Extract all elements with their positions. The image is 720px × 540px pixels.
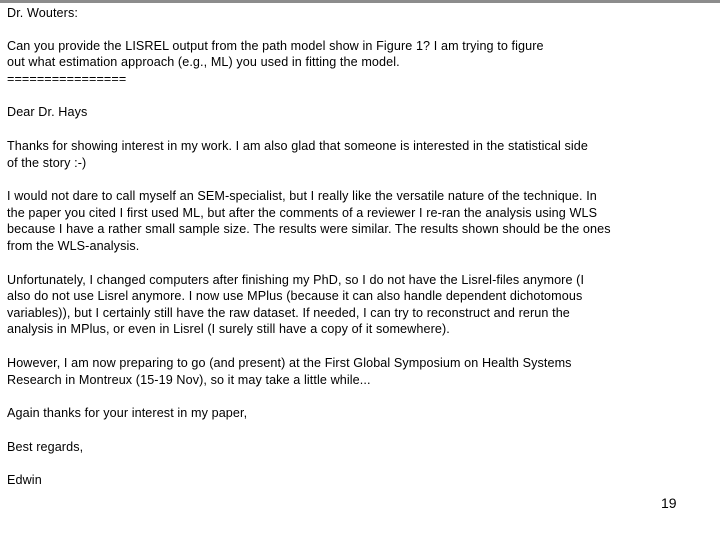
greeting-wouters: Dr. Wouters:: [7, 6, 78, 20]
question-paragraph: Can you provide the LISREL output from the path model show in Figure 1? I am trying to figure out what estimation approach (e.g., ML) you used in fitting the model.: [7, 38, 544, 70]
page-number: 19: [661, 495, 677, 511]
signature: Edwin: [7, 473, 42, 488]
reply-paragraph-5: Again thanks for your interest in my paper,: [7, 406, 248, 421]
reply-paragraph-2: I would not dare to call myself an SEM-specialist, but I really like the versatile nature of the technique. In the paper you cited I first used ML, but after the comments of a reviewer I re-ran the analysis using WLS because I have a rather small sample size. The results were similar. The results shown should be the ones from the WLS-analysis.: [7, 189, 611, 253]
email-text-block: [7, 5, 707, 489]
top-rule: [0, 0, 720, 3]
separator-line: ================: [7, 71, 127, 86]
reply-paragraph-1: Thanks for showing interest in my work. I am also glad that someone is interested in the statistical side of the story :-): [7, 138, 588, 170]
reply-paragraph-3: Unfortunately, I changed computers after finishing my PhD, so I do not have the Lisrel-files anymore (I also do not use Lisrel anymore. I now use MPlus (because it can also handle dependent dichotomous variables)), but I certainly still have the raw dataset. If needed, I can try to reconstruct and rerun the analysis in MPlus, or even in Lisrel (I surely still have a copy of it somewhere).: [7, 272, 585, 337]
closing-line: Best regards,: [7, 439, 84, 454]
reply-paragraph-4: However, I am now preparing to go (and present) at the First Global Symposium on Health Systems Research in Montreux (15-19 Nov), so it may take a little while...: [7, 355, 572, 387]
greeting-hays: Dear Dr. Hays: [7, 105, 88, 120]
